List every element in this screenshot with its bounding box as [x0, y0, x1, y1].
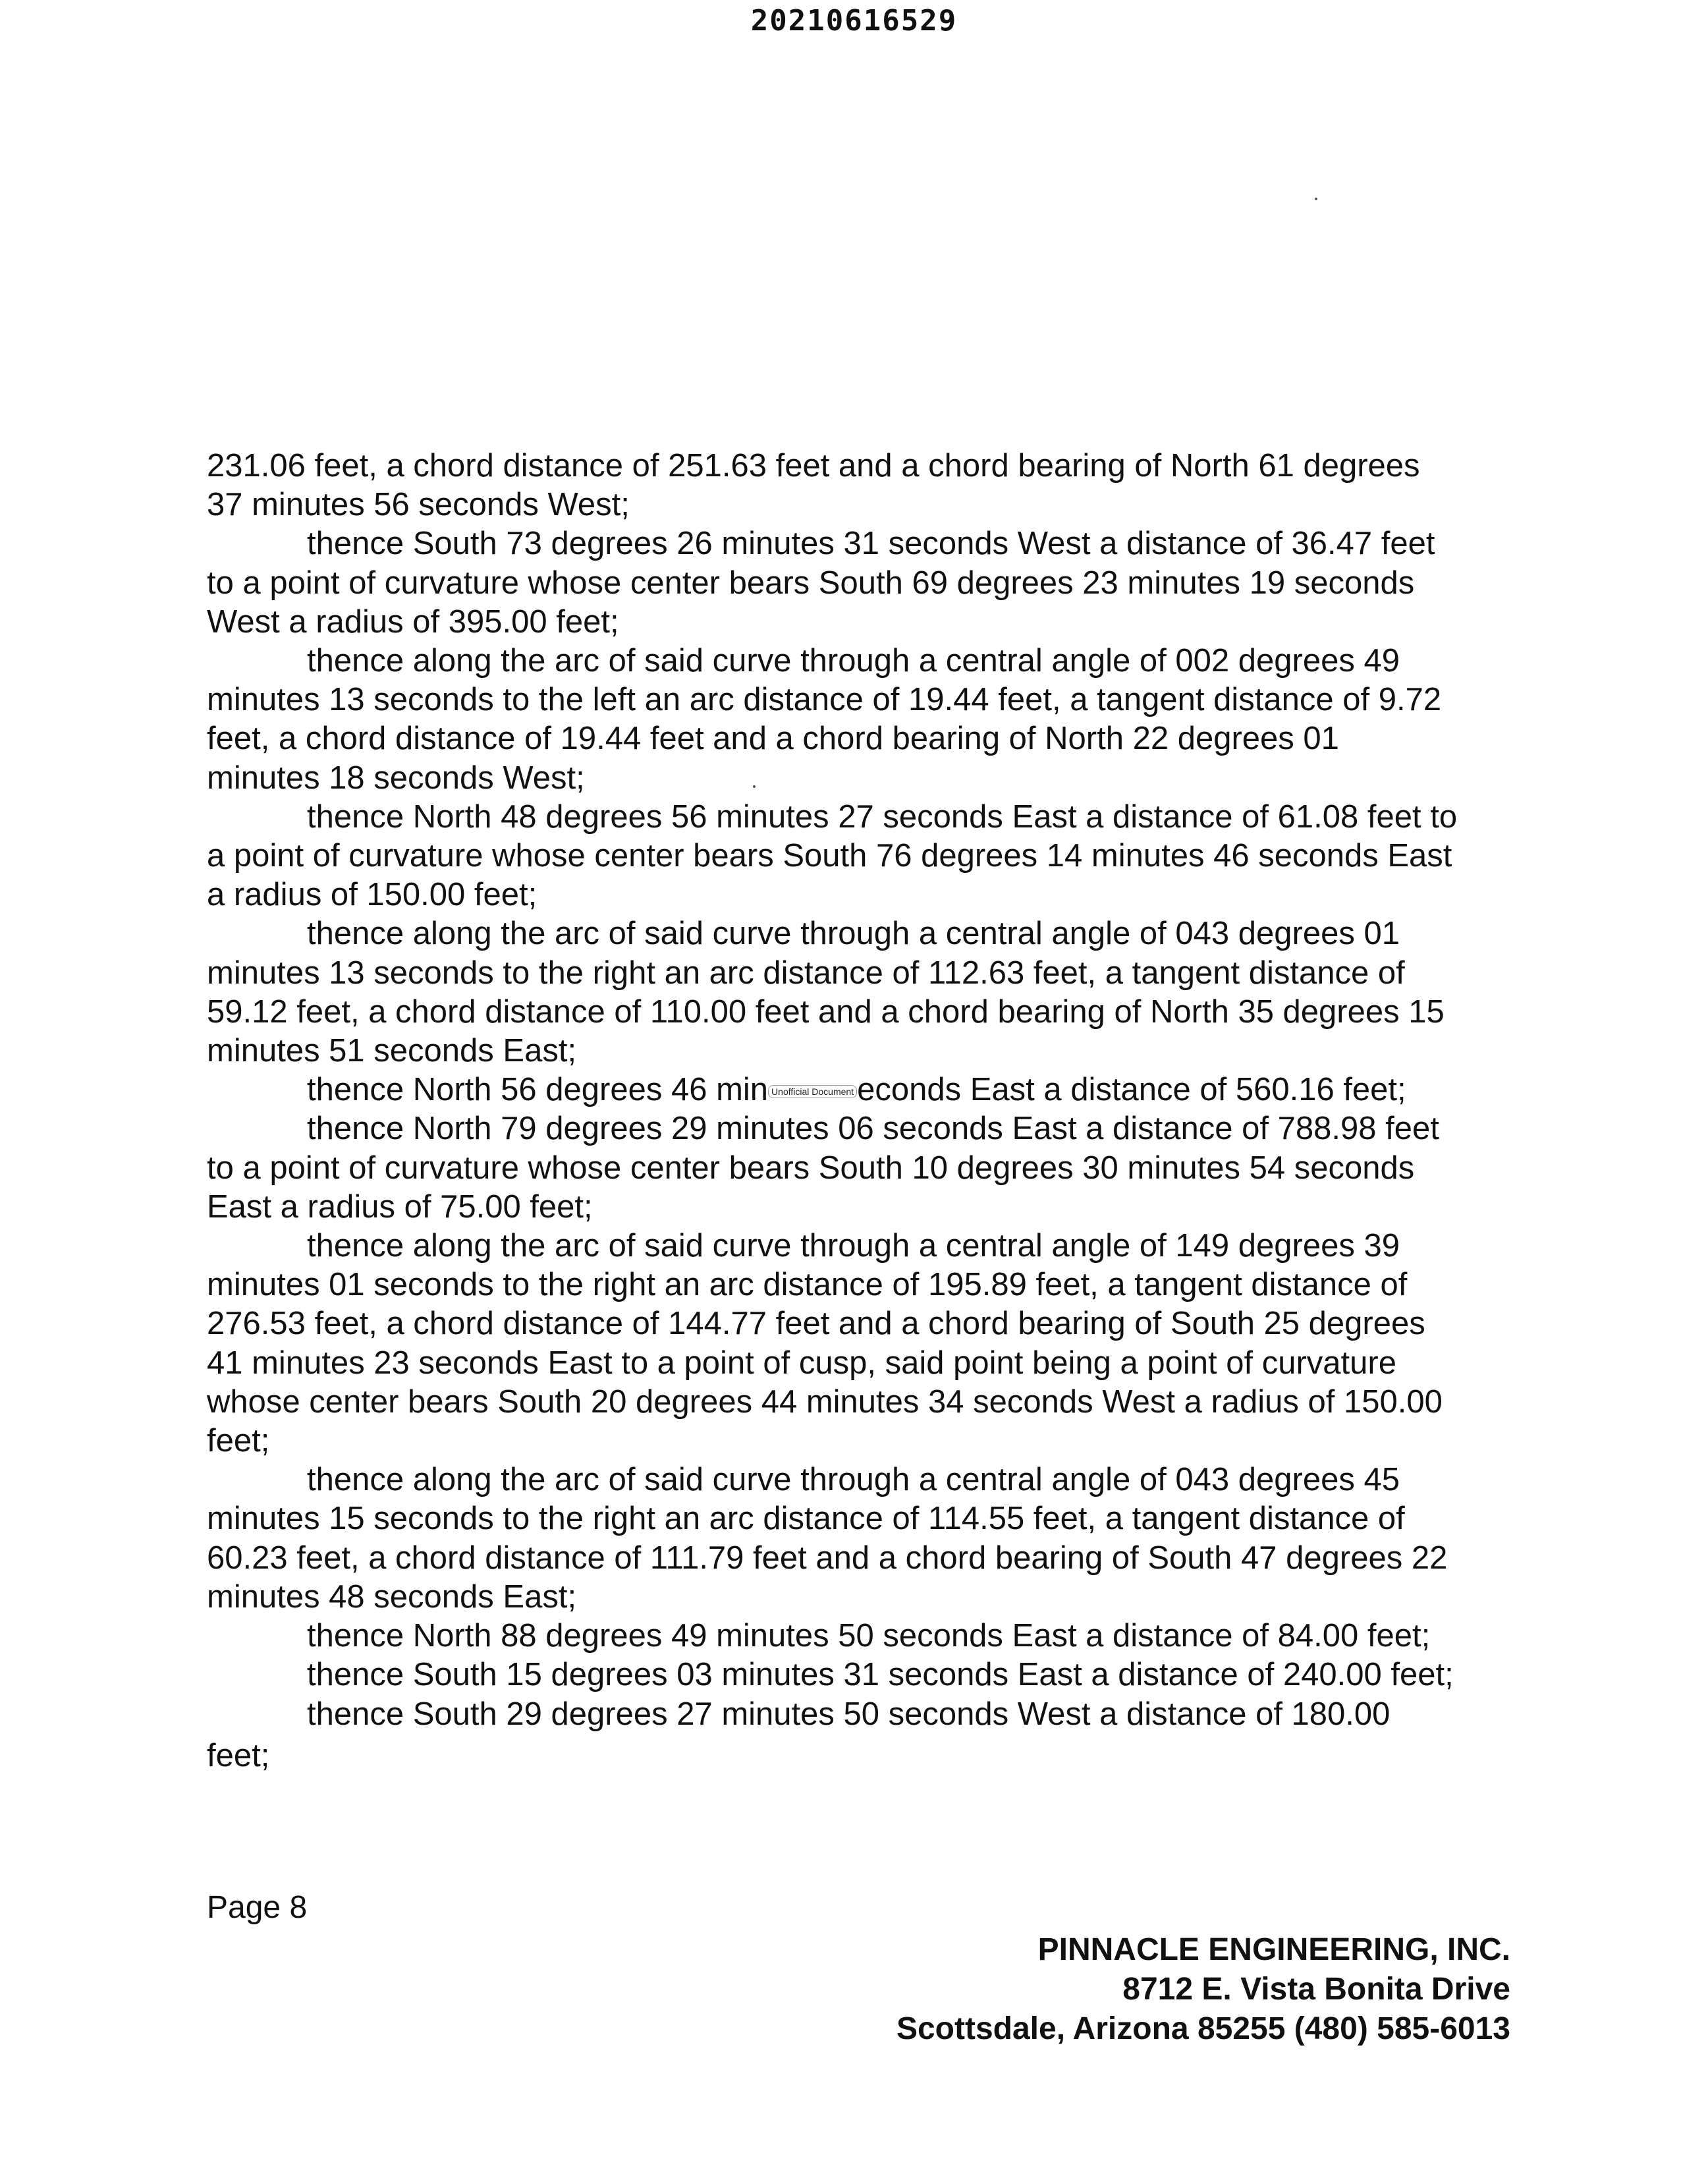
- body-line: minutes 18 seconds West;: [207, 760, 585, 796]
- body-line: thence along the arc of said curve through a central angle of 043 degrees 45: [307, 1462, 1400, 1498]
- unofficial-document-watermark: Unofficial Document: [768, 1085, 857, 1098]
- body-text-fragment: econds East a distance of 560.16 feet;: [857, 1072, 1406, 1108]
- body-line: thence along the arc of said curve through a central angle of 043 degrees 01: [307, 916, 1400, 952]
- body-line: minutes 13 seconds to the left an arc distance of 19.44 feet, a tangent distance of 9.72: [207, 682, 1442, 718]
- scan-speck: [1315, 198, 1317, 200]
- legal-description: [207, 447, 1531, 1775]
- body-line-with-watermark: [207, 1071, 1531, 1109]
- body-line: 276.53 feet, a chord distance of 144.77 feet and a chord bearing of South 25 degrees: [207, 1306, 1425, 1342]
- body-line: thence North 79 degrees 29 minutes 06 seconds East a distance of 788.98 feet: [307, 1111, 1439, 1147]
- body-line: thence South 73 degrees 26 minutes 31 seconds West a distance of 36.47 feet: [307, 526, 1435, 562]
- body-line: to a point of curvature whose center bears South 10 degrees 30 minutes 54 seconds: [207, 1150, 1415, 1186]
- body-line: minutes 15 seconds to the right an arc distance of 114.55 feet, a tangent distance of: [207, 1501, 1405, 1537]
- body-line: thence North 48 degrees 56 minutes 27 seconds East a distance of 61.08 feet to: [307, 798, 1458, 835]
- body-line: 231.06 feet, a chord distance of 251.63 feet and a chord bearing of North 61 degrees: [207, 448, 1420, 484]
- body-line: West a radius of 395.00 feet;: [207, 603, 619, 640]
- body-line: East a radius of 75.00 feet;: [207, 1188, 593, 1225]
- body-line: thence South 29 degrees 27 minutes 50 seconds West a distance of 180.00: [307, 1696, 1391, 1732]
- body-text-fragment: thence North 56 degrees 46 min: [307, 1072, 769, 1108]
- company-city-phone: Scottsdale, Arizona 85255 (480) 585-6013: [896, 2011, 1510, 2046]
- body-line: minutes 01 seconds to the right an arc distance of 195.89 feet, a tangent distance of: [207, 1267, 1408, 1303]
- body-line: thence North 88 degrees 49 minutes 50 seconds East a distance of 84.00 feet;: [307, 1618, 1431, 1654]
- page-number: Page 8: [207, 1890, 308, 1925]
- body-line: minutes 13 seconds to the right an arc distance of 112.63 feet, a tangent distance of: [207, 955, 1405, 991]
- body-line: 41 minutes 23 seconds East to a point of cusp, said point being a point of curvature: [207, 1345, 1396, 1381]
- company-name: PINNACLE ENGINEERING, INC.: [1037, 1932, 1510, 1967]
- body-line: feet;: [207, 1423, 270, 1459]
- body-line: a point of curvature whose center bears South 76 degrees 14 minutes 46 seconds East: [207, 838, 1452, 874]
- body-line: thence South 15 degrees 03 minutes 31 seconds East a distance of 240.00 feet;: [307, 1657, 1454, 1693]
- body-line: to a point of curvature whose center bears South 69 degrees 23 minutes 19 seconds: [207, 565, 1415, 601]
- body-line: thence along the arc of said curve through a central angle of 002 degrees 49: [307, 643, 1400, 679]
- body-line: 37 minutes 56 seconds West;: [207, 487, 630, 523]
- company-block: [896, 1930, 1510, 2049]
- document-number: 20210616529: [750, 4, 958, 38]
- body-line: a radius of 150.00 feet;: [207, 877, 537, 913]
- company-street: 8712 E. Vista Bonita Drive: [1122, 1972, 1510, 2007]
- body-line: feet;: [207, 1737, 270, 1773]
- body-line: minutes 48 seconds East;: [207, 1578, 577, 1615]
- body-line: feet, a chord distance of 19.44 feet and a chord bearing of North 22 degrees 01: [207, 721, 1339, 757]
- body-line: 59.12 feet, a chord distance of 110.00 feet and a chord bearing of North 35 degrees 15: [207, 993, 1445, 1030]
- body-line: 60.23 feet, a chord distance of 111.79 feet and a chord bearing of South 47 degrees 22: [207, 1540, 1448, 1576]
- body-line: thence along the arc of said curve through a central angle of 149 degrees 39: [307, 1228, 1400, 1264]
- body-line: whose center bears South 20 degrees 44 minutes 34 seconds West a radius of 150.00: [207, 1383, 1443, 1420]
- body-line: minutes 51 seconds East;: [207, 1033, 577, 1069]
